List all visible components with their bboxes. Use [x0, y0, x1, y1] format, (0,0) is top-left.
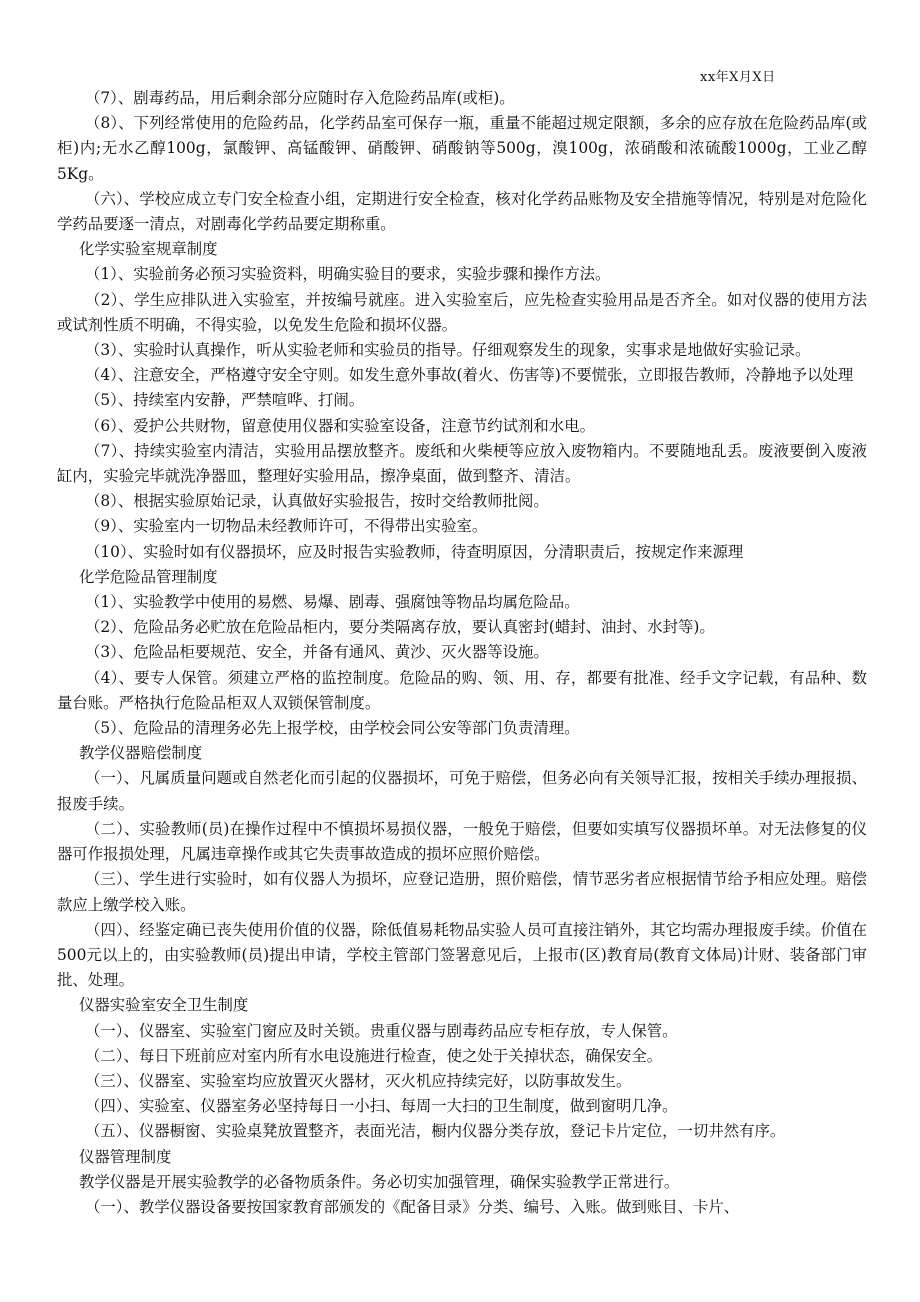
section-heading: 化学危险品管理制度 — [79, 567, 218, 586]
section-heading: 教学仪器是开展实验教学的必备物质条件。务必切实加强管理，确保实验教学正常进行。 — [79, 1172, 680, 1191]
paragraph: （五）、仪器橱窗、实验桌凳放置整齐，表面光洁，橱内仪器分类存放，登记卡片定位，一切井然有序。 — [85, 1122, 786, 1141]
document-body — [57, 86, 867, 1220]
paragraph: （7）、剧毒药品，用后剩余部分应随时存入危险药品库(或柜)。 — [85, 89, 515, 107]
paragraph: （8）、下列经常使用的危险药品，化学药品室可保存一瓶，重量不能超过规定限额，多余的应存放在危险药品库(或柜)内;无水乙醇100g，氯酸钾、高锰酸钾、硝酸钾、硝酸钠等500g，溴100g，浓硝酸和浓硫酸1000g，工业乙醇5Kg。 — [57, 114, 867, 183]
paragraph: （5）、持续室内安静，严禁喧哗、打闹。 — [85, 391, 365, 410]
paragraph: （六）、学校应成立专门安全检查小组，定期进行安全检查，核对化学药品账物及安全措施等情况，特别是对危险化学药品要逐一清点，对剧毒化学药品要定期称重。 — [57, 189, 867, 234]
paragraph: （9）、实验室内一切物品未经教师许可，不得带出实验室。 — [85, 517, 488, 536]
paragraph: （一）、仪器室、实验室门窗应及时关锁。贵重仪器与剧毒药品应专柜存放，专人保管。 — [85, 1021, 678, 1040]
section-heading: 仪器管理制度 — [79, 1147, 172, 1166]
paragraph: （2）、学生应排队进入实验室，并按编号就座。进入实验室后，应先检查实验用品是否齐全。如对仪器的使用方法或试剂性质不明确，不得实验，以免发生危险和损坏仪器。 — [57, 290, 867, 334]
paragraph: （7）、持续实验室内清洁，实验用品摆放整齐。废纸和火柴梗等应放入废物箱内。不要随地乱丢。废液要倒入废液缸内，实验完毕就洗净器皿，整理好实验用品，擦净桌面，做到整齐、清洁。 — [57, 441, 867, 486]
paragraph: （一）、凡属质量问题或自然老化而引起的仪器损坏，可免于赔偿，但务必向有关领导汇报，按相关手续办理报损、报废手续。 — [57, 769, 867, 813]
section-heading: 仪器实验室安全卫生制度 — [79, 996, 249, 1015]
paragraph: （四）、实验室、仪器室务必坚持每日一小扫、每周一大扫的卫生制度，做到窗明几净。 — [85, 1097, 678, 1116]
paragraph: （2）、危险品务必贮放在危险品柜内，要分类隔离存放，要认真密封(蜡封、油封、水封等)。 — [85, 618, 715, 637]
section-heading: 化学实验室规章制度 — [79, 240, 218, 259]
header-date: xx年X月X日 — [700, 70, 776, 85]
paragraph: （4）、要专人保管。须建立严格的监控制度。危险品的购、领、用、存，都要有批准、经手文字记载，有品种、数量台账。严格执行危险品柜双人双锁保管制度。 — [57, 668, 867, 712]
paragraph: （5）、危险品的清理务必先上报学校，由学校会同公安等部门负责清理。 — [85, 719, 580, 738]
paragraph: （三）、仪器室、实验室均应放置灭火器材，灭火机应持续完好，以防事故发生。 — [85, 1071, 632, 1090]
paragraph: （10）、实验时如有仪器损坏，应及时报告实验教师，待查明原因，分清职责后，按规定作来源理 — [85, 542, 744, 561]
paragraph: （3）、危险品柜要规范、安全，并备有通风、黄沙、灭火器等设施。 — [85, 643, 549, 662]
paragraph: （四）、经鉴定确已丧失使用价值的仪器，除低值易耗物品实验人员可直接注销外，其它均需办理报废手续。价值在500元以上的，由实验教师(员)提出申请，学校主管部门签署意见后，上报市(区)教育局(教育文体局)计财、装备部门审批、处理。 — [57, 920, 867, 990]
paragraph: （三）、学生进行实验时，如有仪器人为损坏，应登记造册，照价赔偿，情节恶劣者应根据情节给予相应处理。赔偿款应上缴学校入账。 — [57, 870, 867, 914]
paragraph: （3）、实验时认真操作，听从实验老师和实验员的指导。仔细观察发生的现象，实事求是地做好实验记录。 — [85, 341, 811, 360]
paragraph: （一）、教学仪器设备要按国家教育部颁发的《配备目录》分类、编号、入账。做到账目、卡片、 — [85, 1197, 740, 1216]
paragraph: （二）、每日下班前应对室内所有水电设施进行检查，使之处于关掉状态，确保安全。 — [85, 1046, 663, 1065]
paragraph: （8）、根据实验原始记录，认真做好实验报告，按时交给教师批阅。 — [85, 492, 549, 511]
paragraph: （6）、爱护公共财物，留意使用仪器和实验室设备，注意节约试剂和水电。 — [85, 416, 595, 435]
section-heading: 教学仪器赔偿制度 — [79, 744, 203, 763]
paragraph: （4）、注意安全，严格遵守安全守则。如发生意外事故(着火、伤害等)不要慌张，立即报告教师，冷静地予以处理 — [85, 366, 854, 385]
paragraph: （二）、实验教师(员)在操作过程中不慎损坏易损仪器，一般免于赔偿，但要如实填写仪器损坏单。对无法修复的仪器可作报损处理，凡属违章操作或其它失责事故造成的损坏应照价赔偿。 — [57, 819, 867, 864]
paragraph: （1）、实验教学中使用的易燃、易爆、剧毒、强腐蚀等物品均属危险品。 — [85, 593, 580, 612]
paragraph: （1）、实验前务必预习实验资料，明确实验目的要求，实验步骤和操作方法。 — [85, 265, 611, 284]
